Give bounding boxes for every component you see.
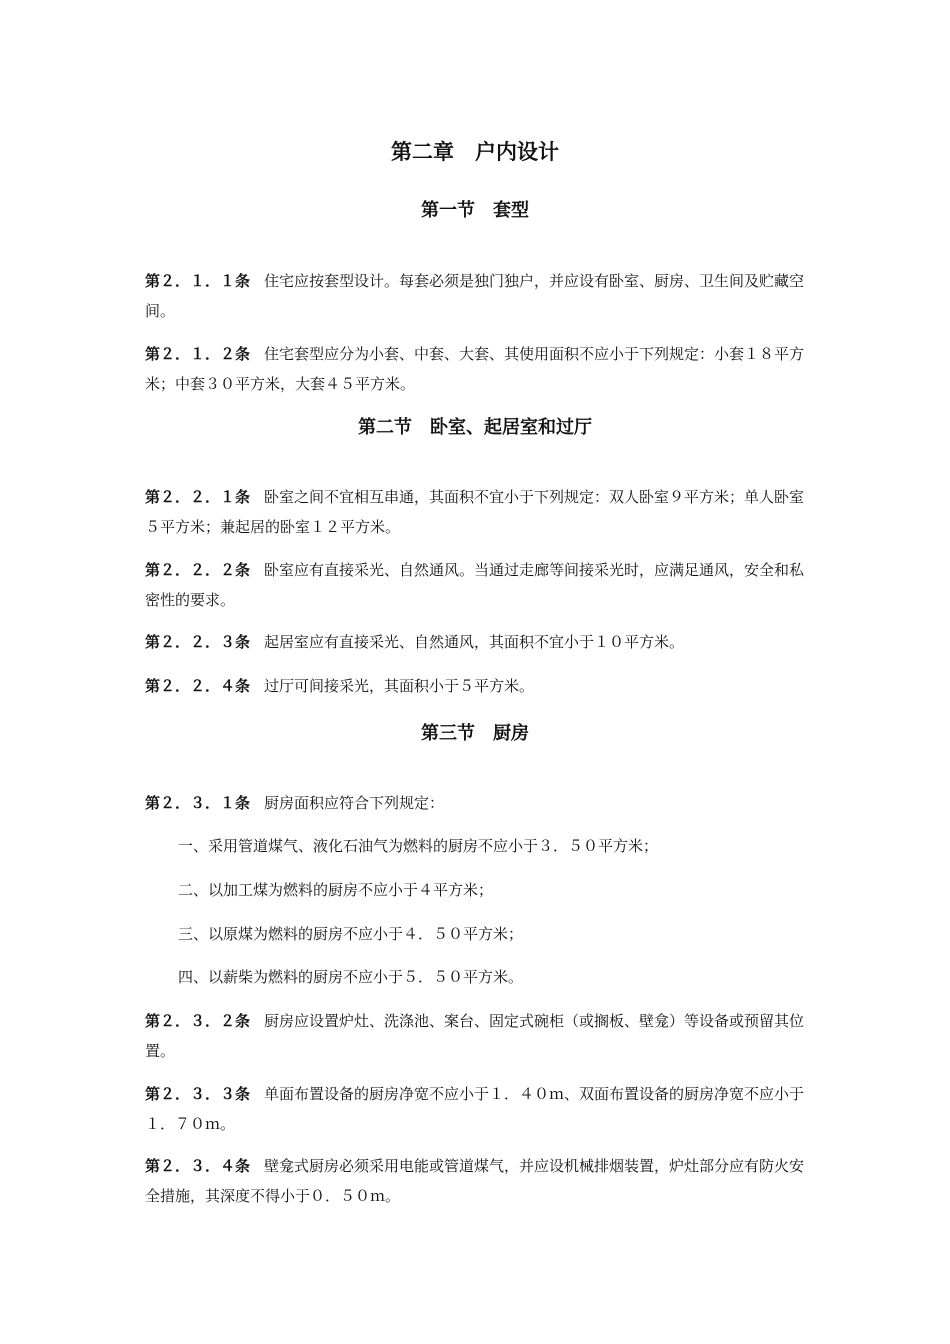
article-number: 第２．１．１条 — [145, 272, 251, 290]
article-number: 第２．３．２条 — [145, 1012, 251, 1030]
list-item: 三、以原煤为燃料的厨房不应小于４．５０平方米； — [178, 925, 524, 943]
chapter-title: 第二章 户内设计 — [391, 140, 559, 164]
article-2-3-1 — [145, 788, 805, 818]
article-2-3-2 — [145, 1006, 805, 1066]
article-text: 壁龛式厨房必须采用电能或管道煤气，并应设机械排烟装置，炉灶部分应有防火安全措施，其深度不得小于０．５０ｍ。 — [145, 1157, 805, 1205]
article-number: 第２．３．４条 — [145, 1157, 251, 1175]
section-title-2: 第二节 卧室、起居室和过厅 — [358, 417, 592, 438]
article-number: 第２．３．１条 — [145, 794, 251, 812]
article-2-1-1 — [145, 266, 805, 326]
article-2-2-4 — [145, 671, 805, 701]
section-title-3: 第三节 厨房 — [421, 723, 529, 744]
article-text: 厨房面积应符合下列规定： — [264, 794, 445, 812]
article-text: 过厅可间接采光，其面积小于５平方米。 — [264, 677, 535, 695]
article-number: 第２．２．４条 — [145, 677, 251, 695]
article-2-2-1 — [145, 482, 805, 542]
article-number: 第２．２．３条 — [145, 633, 251, 651]
article-text: 卧室之间不宜相互串通，其面积不宜小于下列规定：双人卧室９平方米；单人卧室５平方米；兼起居的卧室１２平方米。 — [145, 488, 805, 536]
section-title-1: 第一节 套型 — [421, 200, 529, 221]
article-number: 第２．２．２条 — [145, 561, 251, 579]
article-text: 起居室应有直接采光、自然通风，其面积不宜小于１０平方米。 — [264, 633, 685, 651]
article-2-2-3 — [145, 627, 805, 657]
list-item: 一、采用管道煤气、液化石油气为燃料的厨房不应小于３．５０平方米； — [178, 837, 659, 855]
article-text: 住宅应按套型设计。每套必须是独门独户，并应设有卧室、厨房、卫生间及贮藏空间。 — [145, 272, 805, 320]
list-item: 四、以薪柴为燃料的厨房不应小于５．５０平方米。 — [178, 968, 524, 986]
article-number: 第２．２．１条 — [145, 488, 251, 506]
article-2-3-4 — [145, 1151, 805, 1211]
article-text: 单面布置设备的厨房净宽不应小于１．４０ｍ、双面布置设备的厨房净宽不应小于１．７０ｍ。 — [145, 1085, 805, 1133]
article-text: 卧室应有直接采光、自然通风。当通过走廊等间接采光时，应满足通风，安全和私密性的要求。 — [145, 561, 805, 609]
article-number: 第２．１．２条 — [145, 345, 251, 363]
article-2-1-2 — [145, 339, 805, 399]
article-number: 第２．３．３条 — [145, 1085, 251, 1103]
article-text: 厨房应设置炉灶、洗涤池、案台、固定式碗柜（或搁板、壁龛）等设备或预留其位置。 — [145, 1012, 805, 1060]
article-2-2-2 — [145, 555, 805, 615]
article-text: 住宅套型应分为小套、中套、大套、其使用面积不应小于下列规定：小套１８平方米；中套３０平方米，大套４５平方米。 — [145, 345, 805, 393]
article-2-3-3 — [145, 1079, 805, 1139]
list-item: 二、以加工煤为燃料的厨房不应小于４平方米； — [178, 881, 494, 899]
